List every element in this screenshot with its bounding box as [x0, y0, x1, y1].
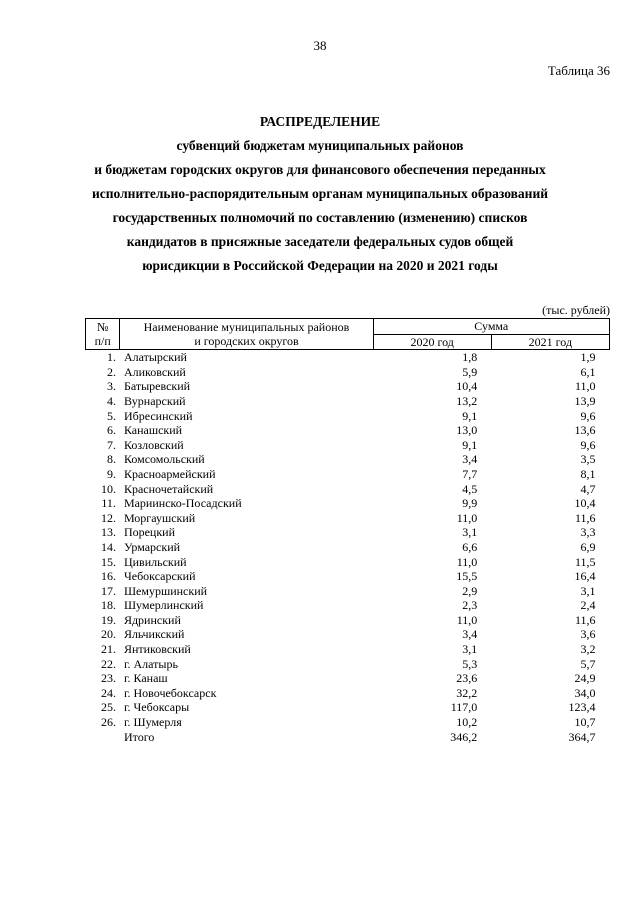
units-note: (тыс. рублей)	[542, 303, 610, 317]
row-value-2020: 11,0	[456, 510, 478, 525]
table-row	[86, 657, 610, 672]
row-number: 19.	[100, 612, 116, 627]
total-number-empty	[86, 730, 120, 745]
table-row	[86, 350, 610, 365]
total-row	[86, 730, 610, 745]
row-value-2020: 9,9	[462, 496, 478, 511]
row-number: 22.	[100, 656, 116, 671]
row-name: Вурнарский	[123, 393, 186, 408]
row-value-2021: 3,6	[580, 627, 596, 642]
row-value-2020: 6,6	[462, 539, 478, 554]
table-row	[86, 555, 610, 570]
row-value-2020: 3,1	[462, 525, 478, 540]
row-number: 4.	[106, 393, 116, 408]
row-name: Красночетайский	[123, 481, 214, 496]
table-row	[86, 569, 610, 584]
row-name: Козловский	[123, 437, 184, 452]
table-row	[86, 365, 610, 380]
row-name: Моргаушский	[123, 510, 196, 525]
row-name: г. Чебоксары	[123, 700, 190, 715]
header-number-top: №	[96, 320, 109, 335]
title-line: субвенций бюджетам муниципальных районов	[176, 138, 464, 153]
row-value-2020: 7,7	[462, 466, 478, 481]
row-number: 20.	[100, 627, 116, 642]
row-name: г. Канаш	[123, 671, 168, 686]
row-value-2021: 11,5	[574, 554, 596, 569]
row-number: 5.	[106, 408, 116, 423]
row-number: 16.	[100, 569, 116, 584]
table-row	[86, 627, 610, 642]
row-value-2020: 3,4	[462, 452, 478, 467]
row-value-2021: 16,4	[574, 569, 596, 584]
total-value-2020: 346,2	[450, 729, 478, 744]
row-value-2020: 2,3	[462, 598, 478, 613]
row-value-2020: 13,2	[456, 393, 478, 408]
row-number: 8.	[106, 452, 116, 467]
row-value-2021: 11,6	[574, 510, 596, 525]
row-value-2021: 24,9	[574, 671, 596, 686]
row-value-2021: 2,4	[580, 598, 596, 613]
table-row	[86, 467, 610, 482]
row-value-2020: 32,2	[456, 685, 478, 700]
row-name: Янтиковский	[123, 642, 191, 657]
header-number-bottom: п/п	[94, 334, 111, 349]
table-row	[86, 715, 610, 730]
table-header-row	[86, 319, 610, 335]
table-label: Таблица 36	[547, 63, 610, 78]
header-name-top: Наименование муниципальных районов	[143, 320, 350, 335]
table-row	[86, 482, 610, 497]
title-line: кандидатов в присяжные заседатели федеральных судов общей	[126, 234, 514, 249]
title-line: исполнительно-распорядительным органам муниципальных образований	[91, 186, 549, 201]
row-name: Красноармейский	[123, 466, 216, 481]
table-body	[86, 350, 610, 745]
table-row	[86, 642, 610, 657]
page-number: 38	[313, 38, 327, 53]
row-value-2020: 5,3	[462, 656, 478, 671]
row-number: 7.	[106, 437, 116, 452]
row-value-2021: 5,7	[580, 656, 596, 671]
row-number: 26.	[100, 715, 116, 730]
row-value-2020: 1,8	[462, 350, 478, 365]
title-line: и бюджетам городских округов для финансового обеспечения переданных	[94, 162, 546, 177]
table-row	[86, 598, 610, 613]
row-number: 21.	[100, 642, 116, 657]
header-2021: 2021 год	[491, 334, 609, 350]
row-value-2021: 3,2	[580, 642, 596, 657]
row-value-2021: 123,4	[568, 700, 596, 715]
table-row	[86, 613, 610, 628]
row-value-2021: 6,1	[580, 364, 596, 379]
row-number: 12.	[100, 510, 116, 525]
table-row	[86, 409, 610, 424]
table-row	[86, 496, 610, 511]
table-row	[86, 452, 610, 467]
row-name: Чебоксарский	[123, 569, 196, 584]
header-2020: 2020 год	[373, 334, 491, 350]
row-number: 3.	[106, 379, 116, 394]
title-line: юрисдикции в Российской Федерации на 2020 и 2021 годы	[142, 258, 498, 273]
row-name: Ибресинский	[123, 408, 193, 423]
row-name: Аликовский	[123, 364, 186, 379]
row-value-2020: 117,0	[450, 700, 478, 715]
header-name-bottom: и городских округов	[194, 334, 299, 349]
table-row	[86, 438, 610, 453]
row-name: Порецкий	[123, 525, 176, 540]
row-value-2021: 1,9	[580, 350, 596, 365]
row-value-2021: 11,0	[574, 379, 596, 394]
row-number: 13.	[100, 525, 116, 540]
row-value-2020: 4,5	[462, 481, 478, 496]
row-value-2021: 13,9	[574, 393, 596, 408]
row-name: г. Алатырь	[123, 656, 178, 671]
row-value-2021: 8,1	[580, 466, 596, 481]
row-value-2021: 10,4	[574, 496, 596, 511]
row-name: г. Шумерля	[123, 715, 182, 730]
row-number: 6.	[106, 423, 116, 438]
table-row	[86, 379, 610, 394]
total-value-2021: 364,7	[568, 729, 596, 744]
header-name	[120, 319, 373, 350]
row-number: 25.	[100, 700, 116, 715]
row-value-2020: 9,1	[462, 408, 478, 423]
row-name: Шумерлинский	[123, 598, 204, 613]
row-value-2021: 11,6	[574, 612, 596, 627]
title-line: государственных полномочий по составлению (изменению) списков	[112, 210, 528, 225]
row-value-2021: 10,7	[574, 715, 596, 730]
table-row	[86, 423, 610, 438]
table-row	[86, 394, 610, 409]
document-title	[40, 110, 600, 278]
row-number: 24.	[100, 685, 116, 700]
row-value-2021: 6,9	[580, 539, 596, 554]
header-sum: Сумма	[373, 319, 609, 335]
row-value-2020: 10,2	[456, 715, 478, 730]
row-value-2020: 23,6	[456, 671, 478, 686]
row-value-2020: 3,1	[462, 642, 478, 657]
row-number: 14.	[100, 539, 116, 554]
row-name: г. Новочебоксарск	[123, 685, 217, 700]
row-value-2021: 3,3	[580, 525, 596, 540]
row-number: 15.	[100, 554, 116, 569]
header-number	[86, 319, 120, 350]
row-value-2020: 3,4	[462, 627, 478, 642]
row-number: 9.	[106, 466, 116, 481]
distribution-table	[85, 318, 610, 744]
table-row	[86, 525, 610, 540]
row-value-2021: 4,7	[580, 481, 596, 496]
row-name: Ядринский	[123, 612, 181, 627]
row-number: 18.	[100, 598, 116, 613]
row-value-2020: 9,1	[462, 437, 478, 452]
title-line: РАСПРЕДЕЛЕНИЕ	[259, 114, 381, 129]
row-value-2021: 34,0	[574, 685, 596, 700]
row-value-2020: 2,9	[462, 583, 478, 598]
table-row	[86, 584, 610, 599]
row-name: Шемуршинский	[123, 583, 208, 598]
row-value-2020: 5,9	[462, 364, 478, 379]
row-value-2020: 11,0	[456, 554, 478, 569]
row-number: 11.	[101, 496, 116, 511]
row-value-2021: 9,6	[580, 437, 596, 452]
row-value-2020: 11,0	[456, 612, 478, 627]
table-row	[86, 700, 610, 715]
row-value-2021: 3,5	[580, 452, 596, 467]
row-value-2021: 9,6	[580, 408, 596, 423]
row-name: Мариинско-Посадский	[123, 496, 242, 511]
table-row	[86, 671, 610, 686]
row-name: Батыревский	[123, 379, 191, 394]
row-name: Цивильский	[123, 554, 187, 569]
row-name: Комсомольский	[123, 452, 205, 467]
table-row	[86, 686, 610, 701]
row-value-2021: 13,6	[574, 423, 596, 438]
row-value-2020: 13,0	[456, 423, 478, 438]
total-label: Итого	[123, 729, 155, 744]
row-number: 2.	[106, 364, 116, 379]
row-number: 1.	[106, 350, 116, 365]
row-value-2021: 3,1	[580, 583, 596, 598]
row-name: Яльчикский	[123, 627, 185, 642]
row-value-2020: 15,5	[456, 569, 478, 584]
row-value-2020: 10,4	[456, 379, 478, 394]
row-name: Алатырский	[123, 350, 187, 365]
row-number: 10.	[100, 481, 116, 496]
row-number: 23.	[100, 671, 116, 686]
table-row	[86, 540, 610, 555]
row-number: 17.	[100, 583, 116, 598]
table-row	[86, 511, 610, 526]
row-name: Урмарский	[123, 539, 181, 554]
row-name: Канашский	[123, 423, 183, 438]
